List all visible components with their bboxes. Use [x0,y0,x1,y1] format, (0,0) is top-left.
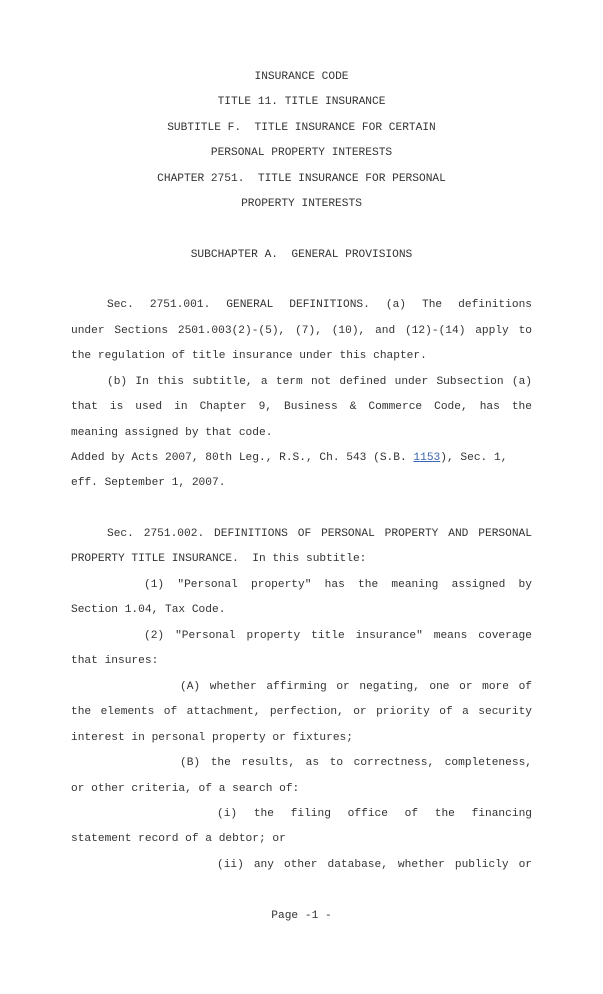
item-B-line: (B) the results, as to correctness, completeness, [180,757,532,769]
section-text-line: under Sections 2501.003(2)-(5), (7), (10), and (12)-(14) apply to [71,325,532,337]
subchapter-heading: SUBCHAPTER A. GENERAL PROVISIONS [190,249,413,261]
history-note-text: Added by Acts 2007, 80th Leg., R.S., Ch. 543 (S.B. [71,452,414,464]
bill-link[interactable]: 1153 [413,452,441,464]
section-text-line: meaning assigned by that code. [71,427,273,439]
subtitle-heading-line-2: PERSONAL PROPERTY INTERESTS [210,147,393,159]
title-heading: TITLE 11. TITLE INSURANCE [217,96,386,108]
section-text-line: PROPERTY TITLE INSURANCE. In this subtitle: [71,553,367,565]
section-text-line: that insures: [71,655,159,667]
chapter-heading-line-1: CHAPTER 2751. TITLE INSURANCE FOR PERSONAL [157,173,446,185]
history-note-text: ), Sec. 1, [440,452,508,464]
section-text-line: that is used in Chapter 9, Business & Commerce Code, has the [71,401,532,413]
code-heading: INSURANCE CODE [254,71,349,83]
section-text-line: interest in personal property or fixtures; [71,732,353,744]
subsection-b-line: (b) In this subtitle, a term not defined under Subsection (a) [107,376,532,388]
section-text-line: the regulation of title insurance under this chapter. [71,350,427,362]
section-text-line: or other criteria, of a search of: [71,783,300,795]
item-i-line: (i) the filing office of the financing [217,808,532,820]
history-note [71,451,507,465]
section-2751-001-heading: Sec. 2751.001. GENERAL DEFINITIONS. (a) The definitions [107,299,532,311]
item-2-line: (2) "Personal property title insurance" means coverage [144,630,532,642]
item-A-line: (A) whether affirming or negating, one or more of [180,681,532,693]
section-text-line: the elements of attachment, perfection, or priority of a security [71,706,532,718]
section-2751-002-heading: Sec. 2751.002. DEFINITIONS OF PERSONAL PROPERTY AND PERSONAL [107,528,532,540]
item-ii-line: (ii) any other database, whether publicly or [217,859,532,871]
effective-date: eff. September 1, 2007. [71,477,226,489]
chapter-heading-line-2: PROPERTY INTERESTS [241,198,362,210]
item-1-line: (1) "Personal property" has the meaning assigned by [144,579,532,591]
subtitle-heading-line-1: SUBTITLE F. TITLE INSURANCE FOR CERTAIN [167,122,436,134]
section-text-line: statement record of a debtor; or [71,833,286,845]
page-number: Page -1 - [271,910,332,922]
section-text-line: Section 1.04, Tax Code. [71,604,226,616]
